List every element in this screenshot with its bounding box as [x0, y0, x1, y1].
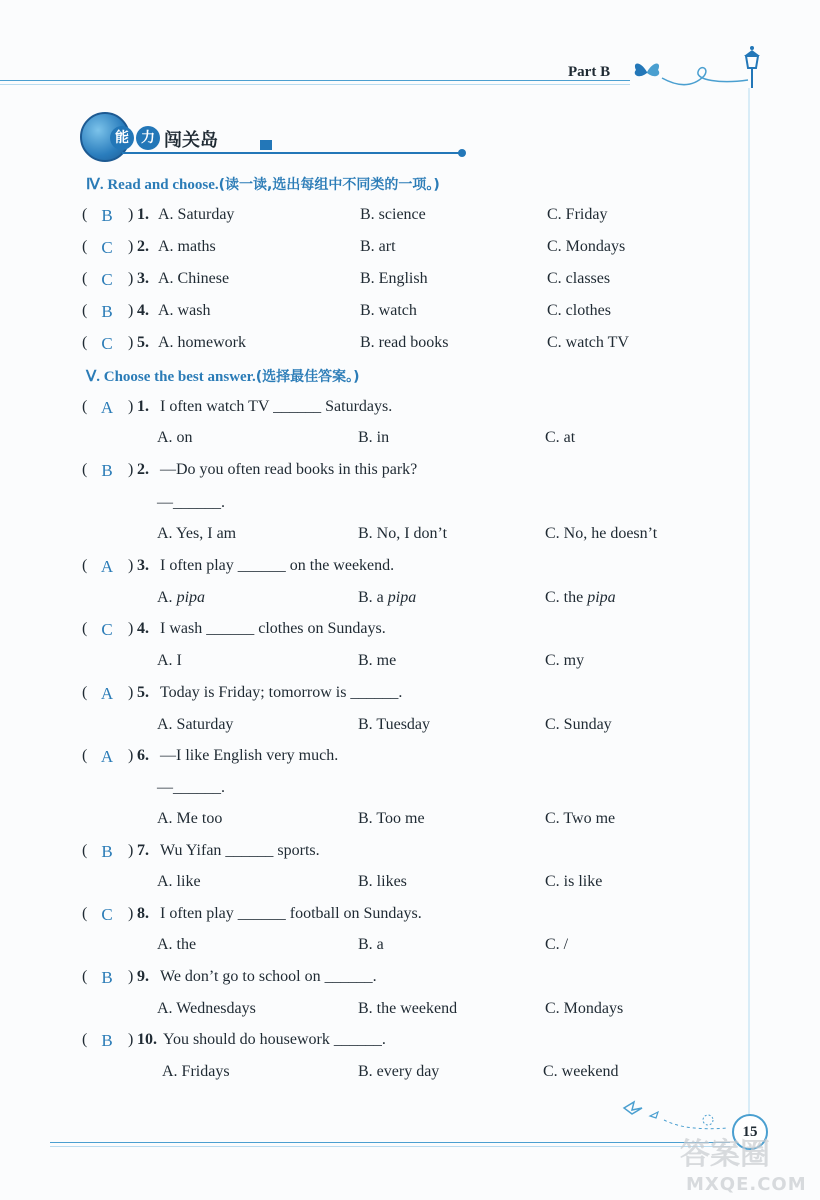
option-a: A. I: [157, 652, 182, 669]
answer-mark: C: [101, 905, 113, 924]
question-text: Wu Yifan ______ sports.: [160, 842, 320, 859]
question-row: [0, 842, 820, 866]
option-a: [157, 589, 205, 607]
page-number: 15: [732, 1114, 768, 1150]
options-row: [0, 652, 820, 676]
options-row: [0, 589, 820, 613]
option-b: B. English: [360, 270, 428, 287]
option-a: A. the: [157, 936, 197, 953]
question-number: 1.: [137, 206, 149, 223]
question-text: I often play ______ on the weekend.: [160, 557, 395, 574]
answer-mark: C: [101, 334, 113, 353]
watermark: [680, 1137, 807, 1200]
section-banner: [80, 112, 390, 158]
paren-close: ): [128, 968, 134, 985]
answer-mark: B: [101, 1031, 113, 1050]
options-row: [0, 525, 820, 549]
question-number: 6.: [137, 747, 149, 764]
paren-open: (: [82, 968, 88, 985]
paren-open: (: [82, 334, 88, 351]
option-a: A. Yes, I am: [157, 525, 237, 542]
option-c: C. classes: [547, 270, 611, 287]
question-row: [0, 905, 820, 929]
question-number: 9.: [137, 968, 149, 985]
swirl-decoration-icon: [660, 58, 750, 90]
question-number: 8.: [137, 905, 149, 922]
paren-close: ): [128, 620, 134, 637]
option-c: C. Mondays: [545, 1000, 624, 1017]
options-row: [0, 429, 820, 453]
question-row: [0, 238, 820, 262]
option-b: B. likes: [358, 873, 407, 890]
paren-open: (: [82, 398, 88, 415]
paren-close: ): [128, 398, 134, 415]
answer-mark: C: [101, 270, 113, 289]
question-text: You should do housework ______.: [163, 1031, 386, 1048]
paren-open: (: [82, 302, 88, 319]
option-a: A. Fridays: [162, 1063, 230, 1080]
option-a-prefix: A.: [157, 589, 177, 606]
option-c: C. is like: [545, 873, 603, 890]
answer-mark: A: [100, 398, 114, 417]
question-row: [0, 398, 820, 422]
question-text: Today is Friday; tomorrow is ______.: [160, 684, 403, 701]
option-c: C. my: [545, 652, 585, 669]
options-row: [0, 716, 820, 740]
banner-square-icon: [260, 140, 272, 150]
paren-open: (: [82, 206, 88, 223]
option-c: C. No, he doesn’t: [545, 525, 658, 542]
paren-close: ): [128, 461, 134, 478]
option-b: B. me: [358, 652, 397, 669]
paren-close: ): [128, 1031, 134, 1048]
question-row: [0, 747, 820, 771]
option-c: C. Sunday: [545, 716, 612, 733]
footer-rule-light: [50, 1146, 730, 1147]
option-c: C. weekend: [543, 1063, 619, 1080]
question-text: —I like English very much.: [160, 747, 339, 764]
paren-close: ): [128, 684, 134, 701]
footer-rule: [50, 1142, 730, 1143]
option-a: A. Chinese: [158, 270, 230, 287]
paren-close: ): [128, 206, 134, 223]
reply-blank: —______.: [157, 494, 225, 511]
paren-open: (: [82, 238, 88, 255]
question-text: —Do you often read books in this park?: [160, 461, 418, 478]
reply-blank: —______.: [157, 779, 225, 796]
question-row: [0, 557, 820, 581]
option-b: B. Tuesday: [358, 716, 431, 733]
answer-mark: A: [100, 684, 114, 703]
part-label: Part B: [568, 64, 611, 80]
option-c-word: pipa: [587, 589, 616, 606]
paren-open: (: [82, 461, 88, 478]
header-rule-light: [0, 84, 630, 85]
option-b: B. science: [360, 206, 426, 223]
paren-close: ): [128, 842, 134, 859]
option-c: C. clothes: [547, 302, 611, 319]
options-row: [0, 1063, 820, 1087]
question-row: [0, 206, 820, 230]
answer-mark: B: [101, 842, 113, 861]
paren-close: ): [128, 302, 134, 319]
question-number: 4.: [137, 302, 149, 319]
bird-trail-icon: [620, 1098, 730, 1138]
answer-mark: A: [100, 747, 114, 766]
paren-open: (: [82, 747, 88, 764]
options-row: [0, 873, 820, 897]
paren-open: (: [82, 557, 88, 574]
banner-underline: [122, 152, 462, 154]
reply-row: [0, 494, 820, 518]
question-row: [0, 968, 820, 992]
section-4-title: [86, 174, 440, 194]
question-number: 1.: [137, 398, 149, 415]
option-a-word: pipa: [176, 589, 206, 606]
question-row: [0, 684, 820, 708]
paren-close: ): [128, 905, 134, 922]
watermark-logo: 答案圈: [680, 1137, 770, 1172]
banner-badge-neng: 能: [110, 126, 134, 150]
answer-mark: B: [101, 302, 113, 321]
lamp-icon: [740, 44, 764, 90]
options-row: [0, 1000, 820, 1024]
option-b: B. in: [358, 429, 390, 446]
question-number: 2.: [137, 461, 149, 478]
question-number: 5.: [137, 684, 149, 701]
section-5-title: [86, 366, 360, 386]
option-b: B. read books: [360, 334, 449, 351]
option-a: A. Saturday: [158, 206, 235, 223]
question-text: I wash ______ clothes on Sundays.: [160, 620, 386, 637]
section-4-title-cn: (读一读,选出每组中不同类的一项。): [218, 177, 440, 193]
section-5-title-cn: (选择最佳答案。): [255, 369, 360, 385]
option-a: A. wash: [158, 302, 211, 319]
option-b: B. art: [360, 238, 396, 255]
option-c-prefix: C. the: [545, 589, 588, 606]
option-a: A. like: [157, 873, 201, 890]
option-c: [545, 589, 616, 607]
option-a: A. Me too: [157, 810, 223, 827]
option-b: [358, 589, 416, 607]
option-b: B. a: [358, 936, 384, 953]
option-c: C. Two me: [545, 810, 616, 827]
paren-close: ): [128, 334, 134, 351]
option-a: A. maths: [158, 238, 216, 255]
paren-open: (: [82, 905, 88, 922]
paren-open: (: [82, 842, 88, 859]
banner-dot: [458, 149, 466, 157]
option-c: C. at: [545, 429, 576, 446]
question-number: 10.: [137, 1031, 157, 1048]
options-row: [0, 936, 820, 960]
paren-close: ): [128, 747, 134, 764]
answer-mark: B: [101, 206, 113, 225]
option-a: A. homework: [158, 334, 246, 351]
paren-close: ): [128, 557, 134, 574]
option-b: B. Too me: [358, 810, 425, 827]
option-c: C. Friday: [547, 206, 608, 223]
paren-open: (: [82, 684, 88, 701]
question-number: 5.: [137, 334, 149, 351]
option-a: A. on: [157, 429, 193, 446]
question-number: 4.: [137, 620, 149, 637]
question-text: I often play ______ football on Sundays.: [160, 905, 422, 922]
answer-mark: B: [101, 461, 113, 480]
question-row: [0, 302, 820, 326]
watermark-url: MXQE.COM: [686, 1174, 807, 1195]
option-b-word: pipa: [387, 589, 417, 606]
question-number: 3.: [137, 270, 149, 287]
question-row: [0, 620, 820, 644]
question-row: [0, 461, 820, 485]
option-b: B. the weekend: [358, 1000, 458, 1017]
section-4-title-en: Ⅳ. Read and choose.: [86, 177, 219, 193]
header-rule: [0, 80, 630, 81]
option-c: C. watch TV: [547, 334, 629, 351]
option-a: A. Saturday: [157, 716, 234, 733]
option-c: C. Mondays: [547, 238, 626, 255]
option-a: A. Wednesdays: [157, 1000, 256, 1017]
question-text: We don’t go to school on ______.: [160, 968, 377, 985]
option-c: C. /: [545, 936, 569, 953]
paren-open: (: [82, 1031, 88, 1048]
answer-mark: C: [101, 620, 113, 639]
butterfly-icon: [630, 58, 664, 84]
option-b: B. watch: [360, 302, 417, 319]
answer-mark: A: [100, 557, 114, 576]
paren-open: (: [82, 620, 88, 637]
reply-row: [0, 779, 820, 803]
banner-badge-li: 力: [136, 126, 160, 150]
question-row: [0, 1031, 820, 1055]
question-number: 7.: [137, 842, 149, 859]
answer-mark: C: [101, 238, 113, 257]
question-text: I often watch TV ______ Saturdays.: [160, 398, 393, 415]
answer-mark: B: [101, 968, 113, 987]
question-row: [0, 334, 820, 358]
banner-title: 闯关岛: [164, 130, 218, 151]
paren-close: ): [128, 238, 134, 255]
option-b-prefix: B. a: [358, 589, 388, 606]
paren-close: ): [128, 270, 134, 287]
option-b: B. every day: [358, 1063, 440, 1080]
question-number: 3.: [137, 557, 149, 574]
options-row: [0, 810, 820, 834]
question-number: 2.: [137, 238, 149, 255]
question-row: [0, 270, 820, 294]
section-5-title-en: Ⅴ. Choose the best answer.: [86, 369, 256, 385]
option-b: B. No, I don’t: [358, 525, 448, 542]
paren-open: (: [82, 270, 88, 287]
